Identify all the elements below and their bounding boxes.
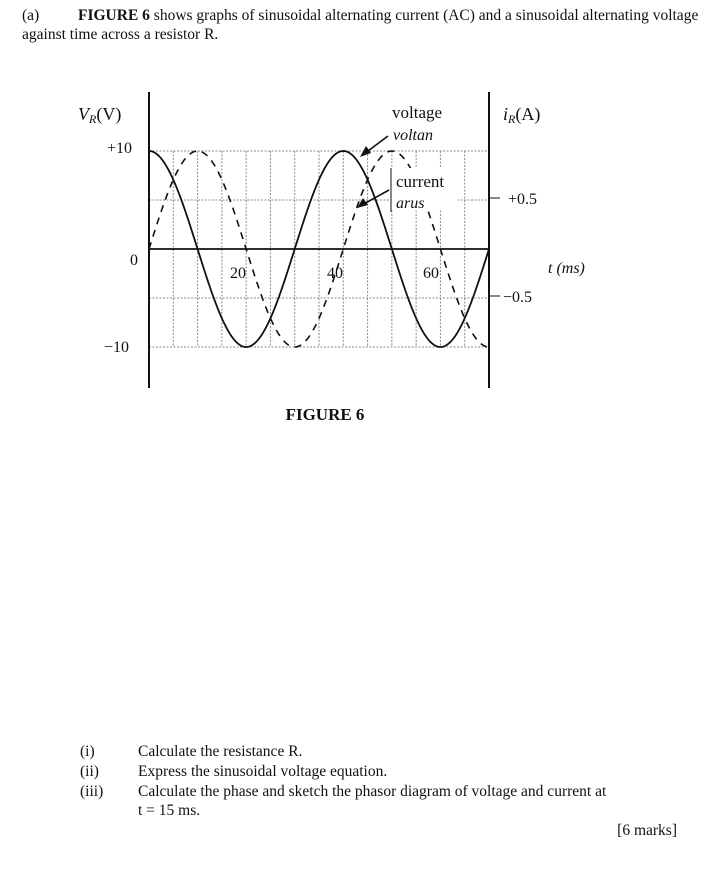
question-text: shows graphs of sinusoidal alternating current (AC) and a sinusoidal alternating voltage against time across a resistor R. (22, 7, 699, 43)
time-tick-40: 40 (327, 265, 343, 282)
part-ii-number: (ii) (80, 763, 99, 780)
part-iii-text: Calculate the phase and sketch the phasor diagram of voltage and current at (138, 783, 607, 800)
voltage-handwritten-label: voltan (393, 127, 433, 144)
figure-reference: FIGURE 6 (78, 7, 150, 24)
time-tick-20: 20 (230, 265, 246, 282)
question-label: (a) (22, 7, 40, 24)
voltage-arrowhead (360, 146, 371, 157)
left-tick-plus10: +10 (107, 140, 133, 157)
right-tick-label-minus05: −0.5 (503, 289, 533, 306)
left-tick-minus10: −10 (104, 339, 130, 356)
marks-label: [6 marks] (617, 822, 677, 839)
part-i-number: (i) (80, 743, 95, 760)
part-ii-text: Express the sinusoidal voltage equation. (138, 763, 388, 780)
voltage-label: voltage (392, 103, 443, 122)
current-label: current (396, 172, 445, 191)
right-axis-title: iR(A) (503, 104, 541, 126)
part-iii-number: (iii) (80, 783, 104, 800)
right-tick-label-plus05: +0.5 (508, 191, 538, 208)
time-tick-60: 60 (423, 265, 439, 282)
part-iii-time: t = 15 ms. (138, 802, 201, 819)
figure-6-graph (0, 0, 713, 420)
left-tick-zero: 0 (130, 252, 138, 269)
left-axis-title: VR(V) (78, 104, 122, 126)
current-handwritten-label: arus (396, 195, 425, 212)
time-axis-title: t (ms) (548, 260, 585, 277)
part-i-text: Calculate the resistance R. (138, 743, 303, 760)
figure-caption: FIGURE 6 (285, 405, 365, 424)
